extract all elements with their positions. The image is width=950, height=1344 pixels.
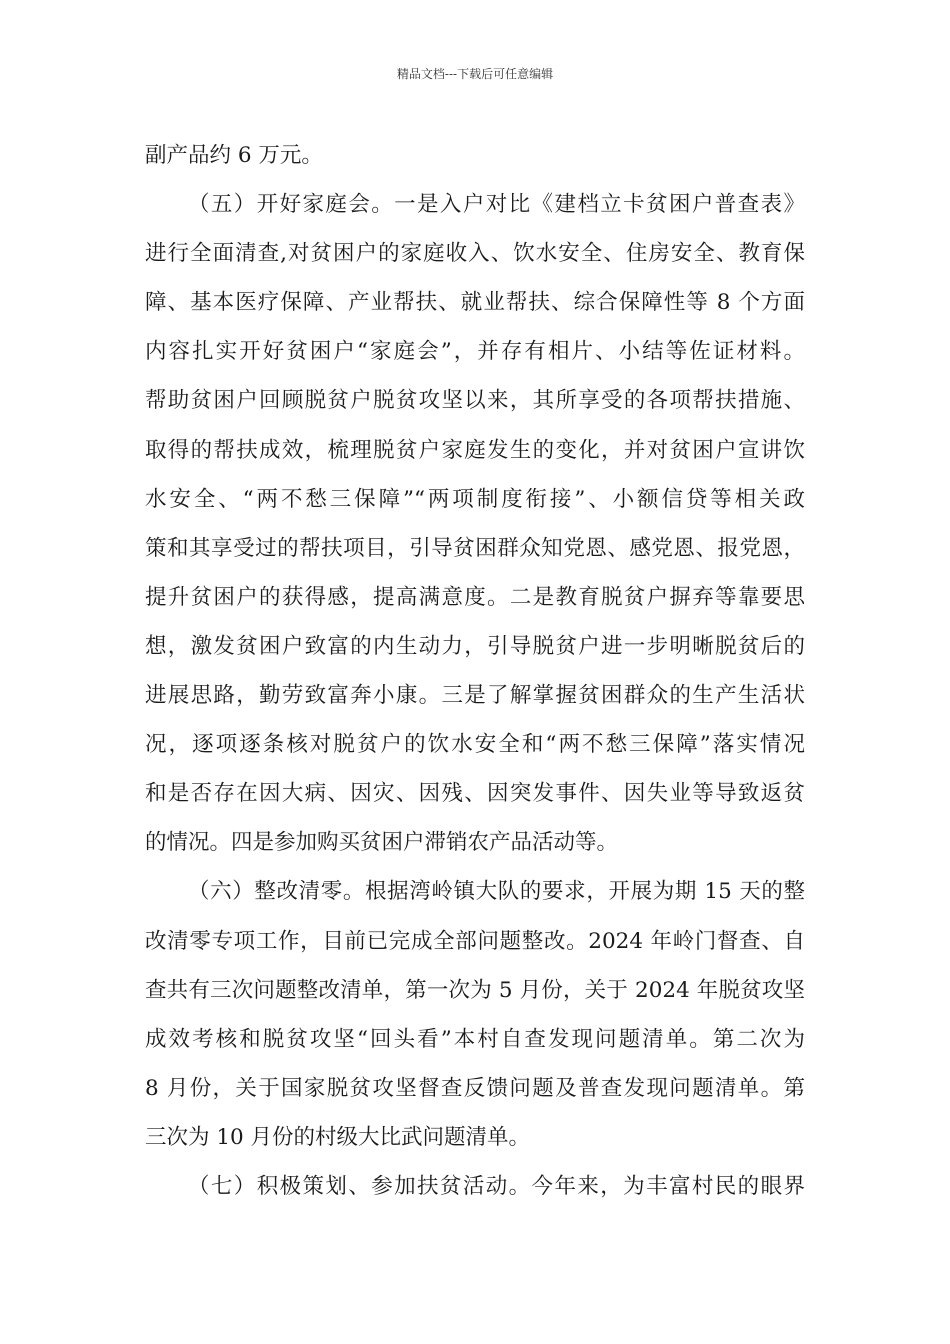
text-line: 取得的帮扶成效，梳理脱贫户家庭发生的变化，并对贫困户宣讲饮 — [145, 437, 805, 463]
text-line: 改清零专项工作，目前已完成全部问题整改。2024 年岭门督查、自 — [145, 928, 805, 954]
text-line: 查共有三次问题整改清单，第一次为 5 月份，关于 2024 年脱贫攻坚 — [145, 977, 805, 1003]
text-line: 副产品约 6 万元。 — [145, 143, 323, 168]
paragraph-heading-line: （五）开好家庭会。一是入户对比《建档立卡贫困户普查表》 — [188, 192, 805, 218]
text-line: 况，逐项逐条核对脱贫户的饮水安全和“两不愁三保障”落实情况 — [145, 732, 805, 758]
text-line: 提升贫困户的获得感，提高满意度。二是教育脱贫户摒弃等靠要思 — [145, 584, 805, 610]
text-line: 8 月份，关于国家脱贫攻坚督查反馈问题及普查发现问题清单。第 — [145, 1075, 805, 1101]
text-line: 想，激发贫困户致富的内生动力，引导脱贫户进一步明晰脱贫后的 — [145, 633, 805, 659]
paragraph-heading-line: （六）整改清零。根据湾岭镇大队的要求，开展为期 15 天的整 — [188, 879, 805, 905]
text-line: 进展思路，勤劳致富奔小康。三是了解掌握贫困群众的生产生活状 — [145, 683, 805, 709]
text-line: 三次为 10 月份的村级大比武问题清单。 — [145, 1124, 531, 1150]
document-body — [145, 131, 805, 1211]
page-header: 精品文档---下载后可任意编辑 — [396, 67, 554, 81]
text-line: 水安全、“两不愁三保障”“两项制度衔接”、小额信贷等相关政 — [145, 486, 805, 512]
paragraph-heading-line: （七）积极策划、参加扶贫活动。今年来，为丰富村民的眼界 — [188, 1173, 805, 1199]
text-line: 和是否存在因大病、因灾、因残、因突发事件、因失业等导致返贫 — [145, 781, 805, 807]
text-line: 策和其享受过的帮扶项目，引导贫困群众知党恩、感党恩、报党恩， — [145, 535, 805, 561]
text-line: 的情况。四是参加购买贫困户滞销农产品活动等。 — [145, 830, 619, 856]
text-line: 成效考核和脱贫攻坚“回头看”本村自查发现问题清单。第二次为 — [145, 1026, 805, 1052]
text-line: 内容扎实开好贫困户“家庭会”，并存有相片、小结等佐证材料。 — [145, 339, 805, 365]
text-line: 障、基本医疗保障、产业帮扶、就业帮扶、综合保障性等 8 个方面 — [145, 290, 805, 316]
text-line: 进行全面清查,对贫困户的家庭收入、饮水安全、住房安全、教育保 — [145, 241, 805, 267]
text-line: 帮助贫困户回顾脱贫户脱贫攻坚以来，其所享受的各项帮扶措施、 — [145, 388, 805, 414]
